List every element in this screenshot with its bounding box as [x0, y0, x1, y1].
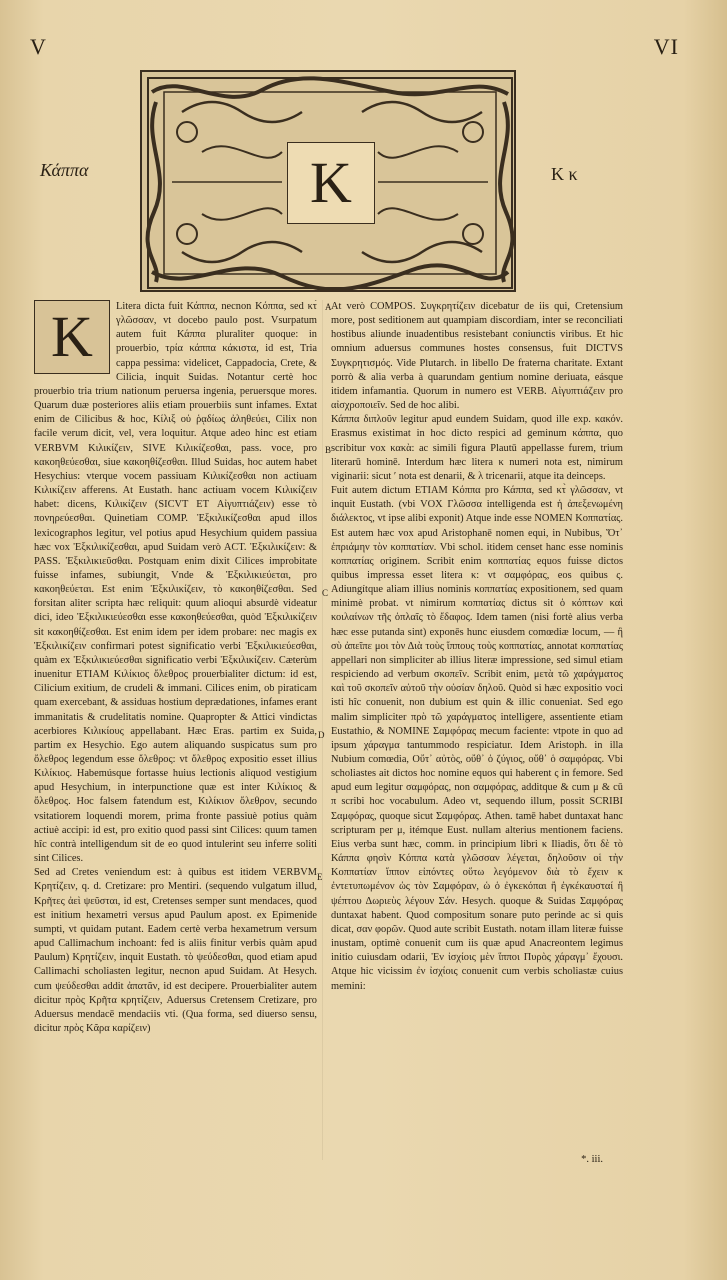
signature-mark: *. iii.: [581, 1154, 603, 1165]
section-heading-latin: K κ: [551, 164, 578, 184]
paragraph: Sed ad Cretes veniendum est: à quibus est itidem VERBVM Κρητίζειν, q. d. Cretizare: pro Mentiri. (sequendo vulgatum illud, Κρῆτες ἀεὶ ψεῦσται, id est, Cretenses semper sunt mendaces, quod est initium hexametri versus apud Paulum apost. ex Epimenide sumpti, vt quidam putant. Eadem certè verba hexametrum versum apud Callimachum inchoant: fed is aliis finitur verbis quàm apud Paulum) Κρητίζειν, inquit Eustath. τὸ ψεύδεσθαι, quod etiam apud Callimachi scholiasten legitur, necnon apud Suidam. At Hesych. cum ψεύδεσθαι addit ἀπατᾶν, id est decipere. Prouerbialiter autem dicitur πρὸς Κρῆτα κρητίζειν, Aduersus Cretensem Cretizare, pro Aduersus mendacē mendaciis vti. (Qua forma, sed diuerso sensu, dicitur πρὸς Κᾶρα καρίζειν): [34, 867, 317, 1034]
margin-mark-a: A: [325, 302, 332, 312]
margin-mark-d: D: [318, 730, 325, 740]
folio-right: VI: [653, 34, 679, 59]
paragraph: Κάππα διπλοῦν legitur apud eundem Suidam, quod ille exp. κακόν. Erasmus existimat in hoc dicto respici ad geminum κάππα, quo scribitur vox κακὰ: ac simili figura Plautū appellasse furem, trium literarū hominē. Interdum hæc litera κ numeri nota est, nimirum viginarii: sicut ʹ nota est denarii, & λ tricenarii, atque ita deinceps.: [331, 414, 623, 482]
paragraph: At verò COMPOS. Συγκρητίζειν dicebatur de iis qui, Cretensium more, post seditionem aut quampiam discordiam, inter se reconciliati hostibus aliunde inuadentibus resistebant coniunctis viribus. Et hic omnium aduersus communes hostes consensus, fuit DICTVS Συγκρητισμός. Vide Plutarch. in libello De fraterna charitate. Extant porrò & alia verba à quarundam gentium nomine deriuata, eásque itidem infamantia. Quorum in numero est VERB. Αἰγυπτιάζειν pro αἰσχροποιεῖν. Sed de hoc alibi.: [331, 301, 623, 412]
section-heading-greek: Κάππα: [40, 160, 89, 180]
ornament-capital-letter: K: [287, 142, 375, 224]
ornamental-woodcut-headpiece: [140, 70, 516, 292]
initial-letter: K: [51, 304, 93, 369]
margin-mark-e: E: [317, 872, 323, 882]
left-text-column: [34, 300, 317, 1165]
folio-left: V: [30, 34, 47, 59]
paragraph: Litera dicta fuit Κάππα, necnon Κόππα, sed κτ̀ γλῶσσαν, vt docebo paulo post. Vsurpatum autem fuit Κάππα pluraliter quoque: in prouerbio, τρία κάππα κάκιστα, id est, Tria cappa pessima: videlicet, Cappadocia, Crete, & Cilicia, inquit Suidas. Notantur certè hoc prouerbio tria trium nationum peruersa ingenia, peruersque mores. Quarum duæ posteriores aliis etiam prouerbiis sunt infames. Extat enim de Cilicibus & hoc, Κίλιξ οὐ ῥᾳδίως ἀληθεύει, Cilix non facile verum dicit, vel, vera loquitur. Atque adeo hinc est etiam VERBVM Κιλικίζειν, SIVE Κιλικίζεσθαι, pass. voce, pro κακοηθεύεσθαι, siue κακοηθίζεσθαι. Illud Suidas, hoc autem habet Hesychius: vterque vocem passiuam Κιλικίζεσθαι non actiuam Κιλικίζειν afferens. At Eustath. hanc actiuam vocem Κιλικίζειν habet: dicens, Κιλικίζειν (SICVT ET Αἰγυπτιάζειν) esse τὸ πονηρεύεσθαι. Quinetiam COMP. Ἐξκιλικίζεσθαι apud illos lexicographos legitur, vel potius apud Hesychium quidem passiua hæc vox Ἐξκιλικίζεσθαι, apud Suidam verò ACT. Ἐξκιλικίζειν: & PASS. Ἐξκιλικιεῦσθαι. Postquam enim dixit Cilices improbitate fuisse infames, subiungit, Vnde & Ἐξκιλικιεύεται, pro κακοηθεύεται. Est enim Ἐξκιλικίζειν, τὸ κακοηθίζεσθαι. Sed forsitan aliter scripta hæc reliquit: quum alioqui absurdè videatur dici, ideo Ἐξκιλικιεύεσθαι esse κακοηθεύεσθαι, quòd Ἐξκιλικίζειν sit κακοηθίζεσθαι. Est enim idem per idem probare: nec magis ex Ἐξκιλικίζειν confirmari potest significatio verbi Ἐξκιλικιεύεσθαι, quàm ex Ἐξκιλικιεύεσθαι significatio verbi Ἐξκιλικίζειν. Cæterùm inuenitur ETIAM Κιλίκιος ὄλεθρος prouerbialiter dictum: id est, Cilicium exitium, de crudeli & immani. Cilices enim, ob piraticam quam exercebant, & assiduas hostium deprædationes, infames erant immanitatis & crudelitatis nomine. Quapropter & Attici vindictas acerbiores Κιλικίους appellabant. Hæc Eras. partim ex Suida, partim ex Hesychio. Ego autem aliquando suspicatus sum pro ὄλεθρος legendum esse ὄλεθρος: vt ὄλεθρος expositio esset illius Κιλίκιος. Habemúsque fortasse huius lectionis aliquod vestigium apud Hesychium, in interpunctione quæ est inter Κιλίκιος & ὄλεθρος. Hoc falsem fatendum est, Κιλίκιον ὄλεθρον, secundo vsitatiorem loquendi morem, prima fronte passiuè potius quàm actiuè accipi: id est, pro exitio quod passi sint Cilices: quum tamen hîc contrà intelligendum sit de eo quod intulerint seu inferre soliti sint Cilices.: [34, 301, 317, 865]
paragraph: Fuit autem dictum ETIAM Κόππα pro Κάππα, sed κτ̀ γλῶσσαν, vt inquit Eustath. (vbi VOX Γλῶσσα intelligenda est ἡ ἀπεξενωμένη διάλεκτος, vt ipse alibi exponit) Atque inde esse NOMEN Κοππατίας. Est autem hæc vox apud Aristophanē nomen equi, in Nubibus, Ὅτ᾽ ἐπριάμην τὸν κοππατίαν. Vbi schol. itidem censet hanc esse nominis κοππατίας originem. Scribit enim κοππατίας equos fuisse dictos quibus impressa esset litera κ: vt σαμφόρας, eos quibus ς. Adiungítque aliam illius nominis κοππατίας expositionem, sed quam minimè probat. vt nimirum κοππατίας dictus sit ὁ κόπτων καὶ κοιλαίνων τῆς ὁπλαῖς τὸ ἔδαφος. Idem tamen (nisi fortè alius verba hæc esse putanda sint) exponēs hunc eiusdem comœdiæ locum, — ἢ σὺ ἀπεῖπε μοι τὸν Διὰ τοὺς ἵππους τοὺς κοππατίας, annotat κοππατίας appellari non simpliciter ab illius literæ impressione, sed simul etiam respiciendo ad verbum σκοπεῖν. Scribit enim, μετὰ τῶ χαράγματος καὶ τοῦ σκοπεῖν αὐτοῦ τὴν οὐσίαν δηλοῦ. Quòd si hæc expositio voci isti hîc conuenit, non dubium est quin & illic conueniat. Sed ego malim simpliciter πρὸ τῶ χαράγματος intelligere, assentiente etiam Eustathio, & NOMINE Σαμφόρας mecum faciente: vtpote in quo ad ipsum χάραγμα tantummodo respiciatur. Idem Aristoph. in illa Nubium comœdia, Οὔτ᾽ αὐτὸς, οὔθ᾽ ὁ ζύγιος, οὔθ᾽ ὁ σαμφόρας. Vbi scholiastes ait dictos hoc nomine equos qui haberent ς in femore. Sed apud eum legitur σαμφόρας, non σαμφόρας, additque & cum μ & cū π scribi hoc vocabulum. Adeo vt, sequendo illum, possit SCRIBI Σαμφόρας, quoque sicut Σαμφόρας. Athen. tamē habet duntaxat hanc scripturam per μ, itémque Eust. nullam alterius mentionem faciens. Eius verba sunt hæc, comm. in principium libri κ Iliadis, ὅτι δὲ τὸ Κάππα φησὶν Κόππα κατὰ γλῶσσαν λέγεται, δηλοῦσιν οἱ τὴν Κοππατίαν ἵππον εἰπόντες οὕτω λεγόμενον διὰ τὸ ἔχειν κ ἐντετυπωμένον ὡς τὸν Σαμφόραν, ὡ ὁ ἐγκεκόπαι ἢ ἐγκέκαυσταί ἢ ψέπτου Δωριεὺς λέγουν Σάν. Hesych. quoque & Suidas Σαμφόρας duntaxat habent. Quod compositum sonare puto perinde ac si quis dicat, σαν φορῶν. Quod aute scribit Eustath. notam illam literæ fuisse inustam, optimè conuenit cum iis quæ apud Anacreontem legimus initio cuiusdam odarii, Ἐν ἰσχίοις μὲν ἵπποι Πυρὸς χάραγμ᾽ ἔχουσι. Atque hic vicissim ἐν ἰσχίοις conuenit cum verbis scholiastæ cuius memini:: [331, 485, 623, 992]
decorated-initial: [34, 300, 110, 374]
margin-mark-b: B: [325, 445, 332, 455]
margin-mark-c: C: [322, 588, 329, 598]
right-text-column: [331, 300, 623, 1165]
